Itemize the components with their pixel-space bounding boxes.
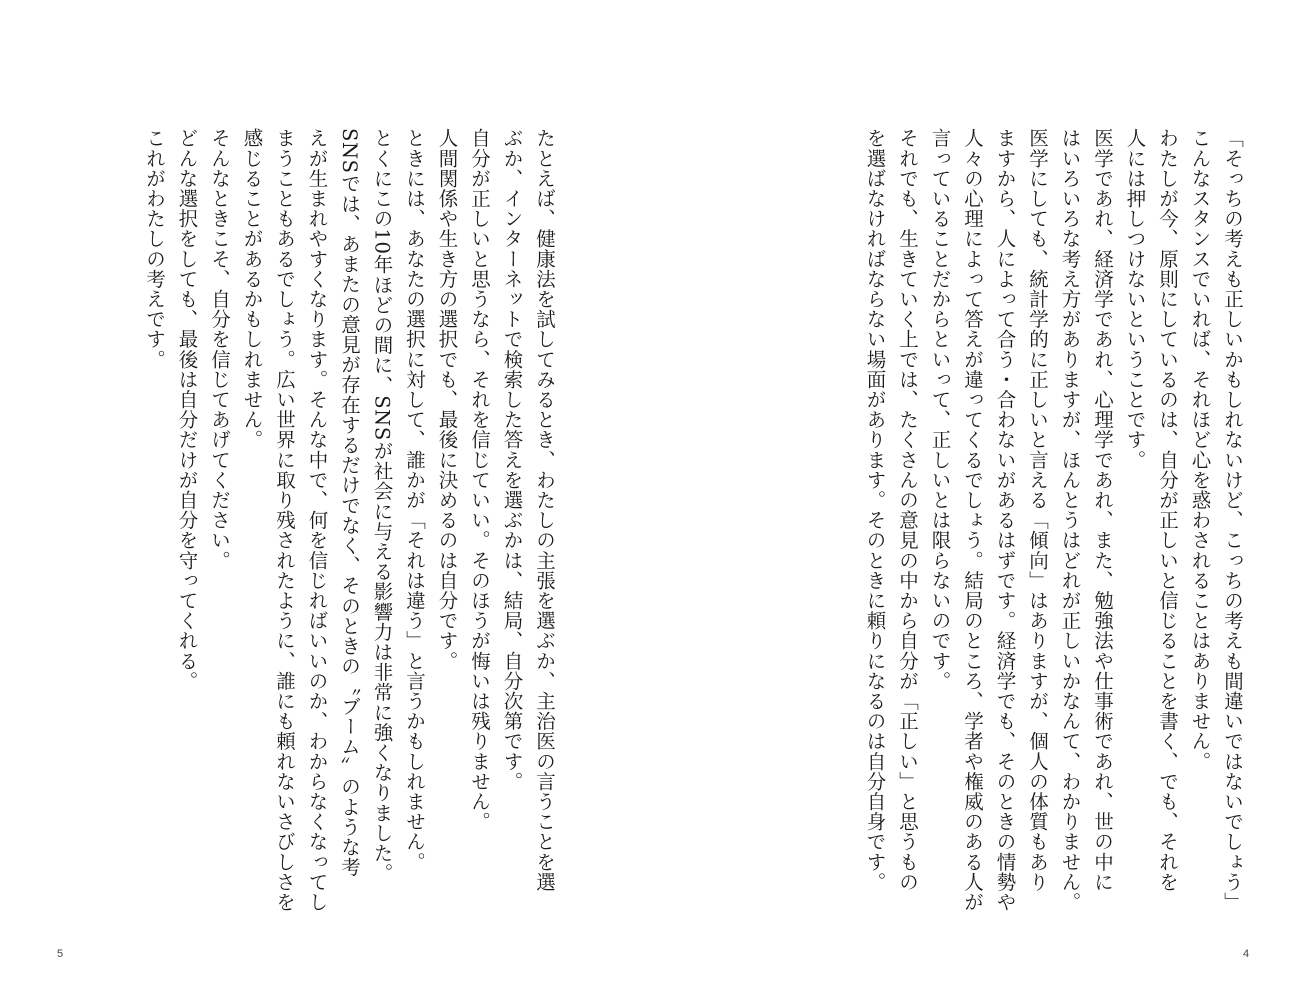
- text-line: 人々の心理によって答えが違ってくるでしょう。結局のところ、学者や権威のある人が: [961, 128, 984, 912]
- text-line: そんなときこそ、自分を信じてあげてください。: [208, 128, 231, 571]
- text-line: 自分が正しいと思うなら、それを信じていい。そのほうが悔いは残りません。: [468, 128, 491, 832]
- text-line: 感じることがあるかもしれません。: [240, 128, 264, 450]
- text-line: たとえば、健康法を試してみるとき、わたしの主張を選ぶか、主治医の言うことを選: [533, 128, 556, 892]
- text-line: どんな選択をしても、最後は自分だけが自分を守ってくれる。: [175, 128, 199, 691]
- text-line: 医学にしても、統計学的に正しいと言える「傾向」はありますが、個人の体質もあり: [1026, 128, 1049, 892]
- page-number-right: 4: [1243, 948, 1250, 960]
- page-number-left: 5: [57, 948, 64, 960]
- text-line: まうこともあるでしょう。広い世界に取り残されたように、誰にも頼れないさびしさを: [273, 128, 296, 912]
- text-line: SNSでは、あまたの意見が存在するだけでなく、そのときの〝ブーム〟のような考: [338, 128, 361, 878]
- text-line: ぶか、インターネットで検索した答えを選ぶかは、結局、自分次第です。: [500, 128, 524, 792]
- text-line: はいろいろな考え方がありますが、ほんとうはどれが正しいかなんて、わかりません。: [1058, 128, 1082, 912]
- text-line: これがわたしの考えです。: [143, 128, 166, 370]
- left-page-body: [95, 128, 560, 918]
- text-line: 人には押しつけないということです。: [1123, 128, 1147, 470]
- right-page-body: [793, 128, 1248, 918]
- text-line: を選ばなければならない場面があります。そのときに頼りになるのは自分自身です。: [863, 128, 887, 892]
- text-line: えが生まれやすくなります。そんな中で、何を信じればいいのか、わからなくなってし: [305, 128, 329, 912]
- text-line: ますから、人によって合う・合わないがあるはずです。経済学でも、そのときの情勢や: [993, 128, 1017, 912]
- text-line: 医学であれ、経済学であれ、心理学であれ、また、勉強法や仕事術であれ、世の中に: [1091, 128, 1114, 892]
- right-page: [653, 0, 1307, 1000]
- text-line: 「そっちの考えも正しいかもしれないけど、こっちの考えも間違いではないでしょう」: [1221, 128, 1244, 912]
- text-line: ときには、あなたの選択に対して、誰かが「それは違う」と言うかもしれません。: [403, 128, 426, 872]
- text-line: わたしが今、原則にしているのは、自分が正しいと信じることを書く、でも、それを: [1156, 128, 1179, 892]
- text-line: それでも、生きていく上では、たくさんの意見の中から自分が「正しい」と思うもの: [896, 128, 919, 892]
- text-line: こんなスタンスでいれば、それほど心を惑わされることはありません。: [1188, 128, 1212, 772]
- text-line: 言っていることだからといって、正しいとは限らないのです。: [928, 128, 952, 691]
- text-line: とくにこの10年ほどの間に、SNSが社会に与える影響力は非常に強くなりました。: [370, 128, 394, 883]
- text-line: 人間関係や生き方の選択でも、最後に決めるのは自分です。: [435, 128, 459, 671]
- left-page: [0, 0, 653, 1000]
